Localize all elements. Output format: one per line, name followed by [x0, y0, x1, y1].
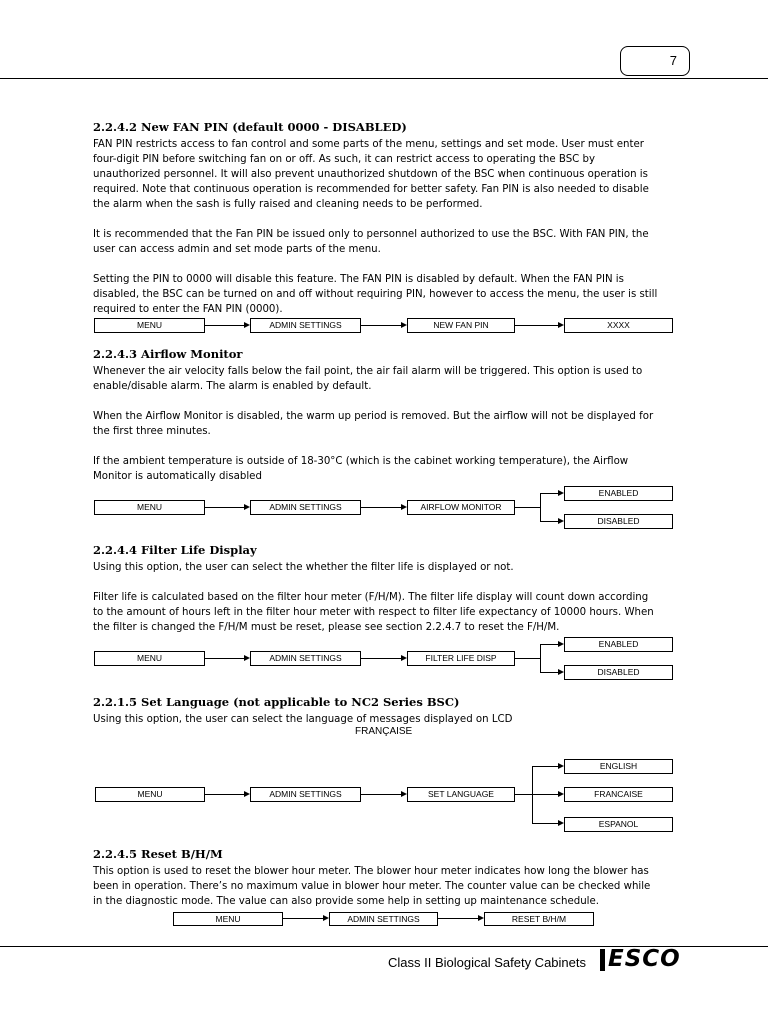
flow-box-menu: MENU [94, 500, 205, 515]
option-box-espanol: ESPANOL [564, 817, 673, 832]
flow-box-pin-value: XXXX [564, 318, 673, 333]
section-heading-reset-bhm: 2.2.4.5 Reset B/H/M [93, 847, 223, 861]
flow-box-menu: MENU [94, 651, 205, 666]
flow-box-airflow-monitor: AIRFLOW MONITOR [407, 500, 515, 515]
section-body-set-language: Using this option, the user can select the language of messages displayed on LCD [93, 714, 513, 725]
option-box-disabled: DISABLED [564, 665, 673, 680]
flow-box-filter-life-disp: FILTER LIFE DISP [407, 651, 515, 666]
flow-box-admin-settings: ADMIN SETTINGS [329, 912, 438, 926]
section-heading-airflow-monitor: 2.2.4.3 Airflow Monitor [93, 347, 243, 361]
logo-bar [600, 949, 605, 971]
stray-label-francaise: FRANÇAISE [355, 726, 413, 737]
flow-box-set-language: SET LANGUAGE [407, 787, 515, 802]
flow-box-admin-settings: ADMIN SETTINGS [250, 787, 361, 802]
flow-box-admin-settings: ADMIN SETTINGS [250, 500, 361, 515]
section-body-new-fan-pin: FAN PIN restricts access to fan control and some parts of the menu, settings and set mode. User must enter four-digit PIN before switching fan on or off. As such, it can restrict access to operating the BSC by unauthorized personnel. It will also prevent unauthorized shutdown of the BSC when continuous operation is required. Note that continuous operation is recommended for better safety. Fan PIN is also needed to disable the alarm when the sash is fully raised and cleaning needs to be performed. It is recommended that the Fan PIN be issued only to personnel authorized to use the BSC. With FAN PIN, the user can access admin and set mode parts of the menu. Setting the PIN to 0000 will disable this feature. The FAN PIN is disabled by default. When the FAN PIN is disabled, the BSC can be turned on and off without requiring PIN, however to access the menu, the user is still required to enter the FAN PIN (0000). [93, 139, 658, 315]
flow-box-reset-bhm: RESET B/H/M [484, 912, 594, 926]
section-heading-filter-life: 2.2.4.4 Filter Life Display [93, 543, 257, 557]
option-box-enabled: ENABLED [564, 637, 673, 652]
page-number: 7 [620, 46, 690, 76]
option-box-francaise: FRANCAISE [564, 787, 673, 802]
option-box-enabled: ENABLED [564, 486, 673, 501]
section-body-airflow-monitor: Whenever the air velocity falls below the fail point, the air fail alarm will be triggered. This option is used to enable/disable alarm. The alarm is enabled by default. When the Airflow Monitor is disabled, the warm up period is removed. But the airflow will not be displayed for the first three minutes. If the ambient temperature is outside of 18-30°C (which is the cabinet working temperature), the Airflow Monitor is automatically disabled [93, 366, 654, 482]
section-heading-new-fan-pin: 2.2.4.2 New FAN PIN (default 0000 - DISABLED) [93, 120, 407, 134]
header-rule [0, 78, 768, 79]
flow-box-menu: MENU [173, 912, 283, 926]
esco-logo: ESCO [608, 946, 681, 972]
flow-box-admin-settings: ADMIN SETTINGS [250, 318, 361, 333]
flow-box-admin-settings: ADMIN SETTINGS [250, 651, 361, 666]
section-body-reset-bhm: This option is used to reset the blower hour meter. The blower hour meter indicates how long the blower has been in operation. There’s no maximum value in blower hour meter. The counter value can be checked while in the diagnostic mode. The value can also provide some help in setting up maintenance schedule. [93, 866, 651, 907]
section-body-filter-life: Using this option, the user can select the whether the filter life is displayed or not. Filter life is calculated based on the filter hour meter (F/H/M). The filter life display will count down according to the amount of hours left in the filter hour meter with respect to filter life expectancy of 10000 hours. When the filter is changed the F/H/M must be reset, please see section 2.2.4.7 to reset the F/H/M. [93, 562, 654, 633]
flow-box-menu: MENU [95, 787, 205, 802]
flow-box-menu: MENU [94, 318, 205, 333]
footer-title: Class II Biological Safety Cabinets [388, 955, 586, 970]
option-box-english: ENGLISH [564, 759, 673, 774]
flow-box-new-fan-pin: NEW FAN PIN [407, 318, 515, 333]
option-box-disabled: DISABLED [564, 514, 673, 529]
section-heading-set-language: 2.2.1.5 Set Language (not applicable to NC2 Series BSC) [93, 695, 460, 709]
